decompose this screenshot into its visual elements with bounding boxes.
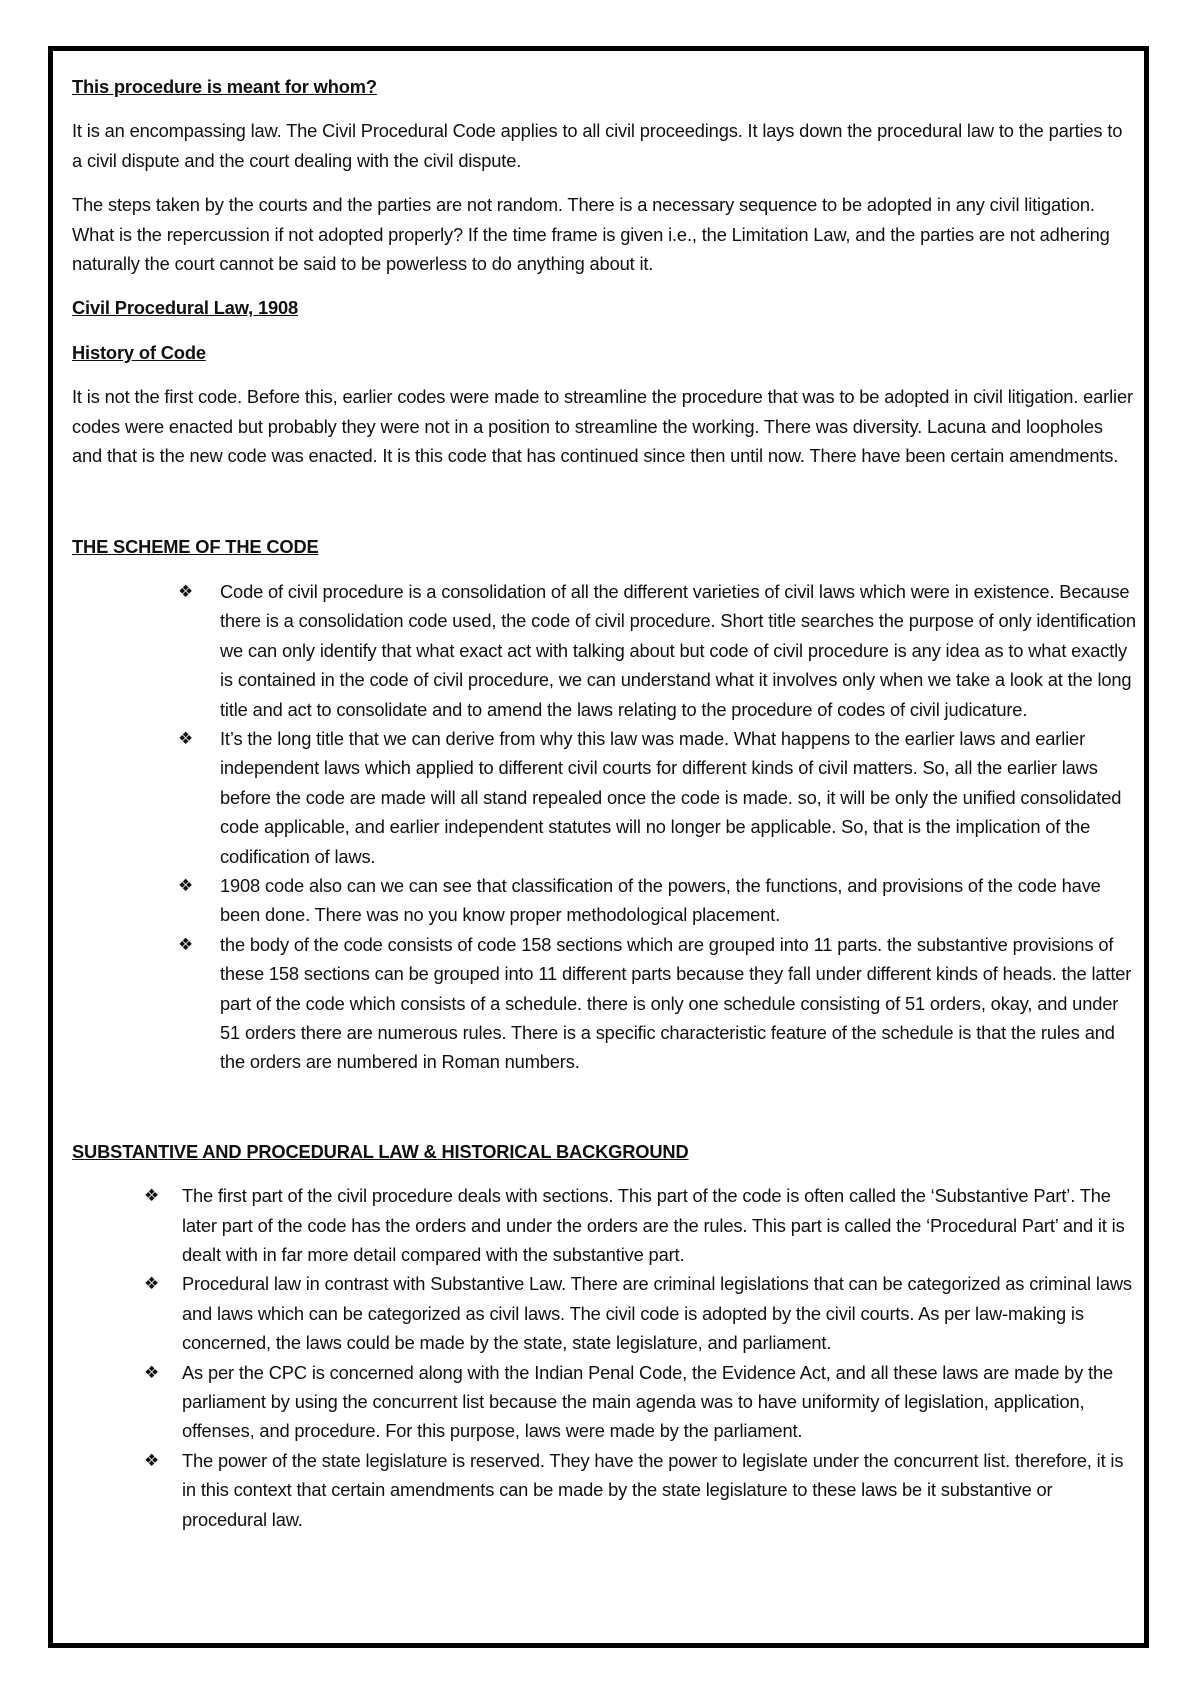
list-item-text: Code of civil procedure is a consolidation of all the different varieties of civil laws which were in existence. Because there is a consolidation code used, the code of civil procedure. Short title searches the purpose of only identification we can only identify that what exact act with talking about but code of civil procedure is any idea as to what exactly is contained in the code of civil procedure, we can understand what it involves only when we take a look at the long title and act to consolidate and to amend the laws relating to the procedure of codes of civil judicature. bbox=[220, 580, 1136, 720]
heading-scheme: THE SCHEME OF THE CODE bbox=[72, 536, 319, 558]
list-item-text: The power of the state legislature is reserved. They have the power to legislate under the concurrent list. therefore, it is in this context that certain amendments can be made by the state legislature to these laws be it substantive or procedural law. bbox=[182, 1449, 1124, 1530]
list-item-text: 1908 code also can we can see that classification of the powers, the functions, and provisions of the code have been done. There was no you know proper methodological placement. bbox=[220, 874, 1101, 926]
list-item bbox=[110, 577, 1136, 724]
list-item-text: Procedural law in contrast with Substantive Law. There are criminal legislations that can be categorized as criminal laws and laws which can be categorized as civil laws. The civil code is adopted by the civil courts. As per law-making is concerned, the laws could be made by the state, state legislature, and parliament. bbox=[182, 1273, 1132, 1354]
list-item-text: the body of the code consists of code 158 sections which are grouped into 11 parts. the substantive provisions of these 158 sections can be grouped into 11 different parts because they fall under different kinds of heads. the latter part of the code which consists of a schedule. there is only one schedule consisting of 51 orders, okay, and under 51 orders there are numerous rules. There is a specific characteristic feature of the schedule is that the rules and the orders are numbered in Roman numbers. bbox=[220, 933, 1132, 1073]
heading-substantive: SUBSTANTIVE AND PROCEDURAL LAW & HISTORICAL BACKGROUND bbox=[72, 1140, 689, 1162]
diamond-bullet-icon: ❖ bbox=[178, 875, 194, 895]
diamond-bullet-icon: ❖ bbox=[144, 1186, 160, 1206]
diamond-bullet-icon: ❖ bbox=[144, 1450, 160, 1470]
diamond-bullet-icon: ❖ bbox=[178, 581, 194, 601]
substantive-list bbox=[110, 1181, 1136, 1534]
diamond-bullet-icon: ❖ bbox=[144, 1362, 160, 1382]
document-body bbox=[72, 72, 1136, 1534]
list-item bbox=[110, 1181, 1136, 1269]
list-item bbox=[110, 1358, 1136, 1446]
list-item-text: As per the CPC is concerned along with the Indian Penal Code, the Evidence Act, and all these laws are made by the parliament by using the concurrent list because the main agenda was to have uniformity of legislation, application, offenses, and procedure. For this purpose, laws were made by the parliament. bbox=[182, 1361, 1114, 1442]
list-item bbox=[110, 724, 1136, 871]
list-item bbox=[110, 1269, 1136, 1357]
list-item bbox=[110, 871, 1136, 930]
scheme-list bbox=[110, 577, 1136, 1077]
list-item bbox=[110, 1446, 1136, 1534]
list-item-text: The first part of the civil procedure deals with sections. This part of the code is often called the ‘Substantive Part’. The later part of the code has the orders and under the orders are the rules. This part is called the ‘Procedural Part’ and it is dealt with in far more detail compared with the substantive part. bbox=[182, 1185, 1125, 1265]
paragraph-whom-2: The steps taken by the courts and the parties are not random. There is a necessary sequence to be adopted in any civil litigation. What is the repercussion if not adopted properly? If the time frame is given i.e., the Limitation Law, and the parties are not adhering naturally the court cannot be said to be powerless to do anything about it. bbox=[72, 194, 1110, 275]
diamond-bullet-icon: ❖ bbox=[178, 934, 194, 954]
paragraph-whom-1: It is an encompassing law. The Civil Procedural Code applies to all civil proceedings. It lays down the procedural law to the parties to a civil dispute and the court dealing with the civil dispute. bbox=[72, 120, 1123, 171]
heading-history: History of Code bbox=[72, 341, 206, 363]
heading-whom: This procedure is meant for whom? bbox=[72, 76, 377, 97]
list-item-text: It’s the long title that we can derive from why this law was made. What happens to the earlier laws and earlier independent laws which applied to different civil courts for different kinds of civil matters. So, all the earlier laws before the code are made will all stand repealed once the code is made. so, it will be only the unified consolidated code applicable, and earlier independent statutes will no longer be applicable. So, that is the implication of the codification of laws. bbox=[220, 727, 1122, 867]
heading-civil-procedural-law: Civil Procedural Law, 1908 bbox=[72, 297, 299, 319]
diamond-bullet-icon: ❖ bbox=[144, 1274, 160, 1294]
list-item bbox=[110, 930, 1136, 1077]
diamond-bullet-icon: ❖ bbox=[178, 728, 194, 748]
paragraph-history: It is not the first code. Before this, earlier codes were made to streamline the procedure that was to be adopted in civil litigation. earlier codes were enacted but probably they were not in a position to streamline the working. There was diversity. Lacuna and loopholes and that is the new code was enacted. It is this code that has continued since then until now. There have been certain amendments. bbox=[72, 386, 1133, 467]
